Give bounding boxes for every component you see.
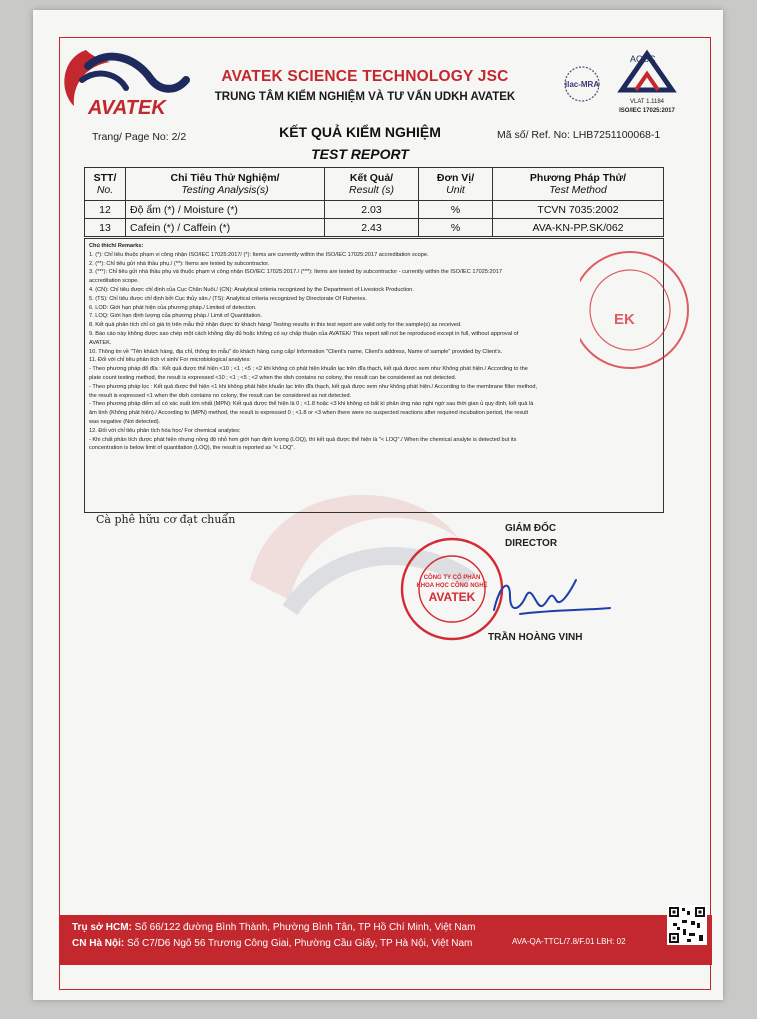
- svg-text:EK: EK: [614, 311, 635, 328]
- ilac-mra-mark: [556, 62, 608, 106]
- remark-line: - Theo phương pháp đếm số có xác suất lớn nhất (MPN): Kết quả được thể hiện là 0 ; <1.8 hoặc <3 khi không có bất kì phản ứng nào nghi ngờ sau thời gian ủ quy định, kết quả là: [89, 401, 534, 408]
- remark-line: AVATEK.: [89, 339, 112, 346]
- aosc-iso: ISO/IEC 17025:2017: [619, 108, 675, 114]
- header-unit: Đơn Vị/ Unit: [419, 168, 493, 201]
- report-title-en: TEST REPORT: [311, 146, 409, 162]
- remark-line: 9. Báo cáo này không được sao chép một cách không đầy đủ hoặc không có sự chấp thuận của AVATEK/ This report will not be reproduced except in full, without approval of: [89, 330, 519, 337]
- aosc-vlat: VLAT 1.1184: [629, 99, 665, 105]
- table-row: [85, 201, 664, 219]
- company-subtitle: TRUNG TÂM KIỂM NGHIỆM VÀ TƯ VẤN UDKH AVATEK: [214, 91, 516, 103]
- handwritten-product-note: Cà phê hữu cơ đạt chuẩn: [96, 513, 236, 526]
- form-code: AVA-QA-TTCL/7.8/F.01 LBH: 02: [512, 937, 626, 946]
- cell-method: AVA-KN-PP.SK/062: [493, 219, 664, 237]
- remark-line: plate count testing method, the result is expressed <10 ; <1 ; <5 ; <2 when the dish contains no colony, the result can be considered as not detected.: [89, 374, 457, 381]
- remark-line: 1. (*): Chỉ tiêu thuộc phạm vi công nhận ISO/IEC 17025:2017/ (*): Items are currently within the ISO/IEC 17025:2017 accreditation scope.: [89, 251, 429, 258]
- remark-line: was negative (Not detected).: [89, 418, 161, 425]
- remark-line: 11. Đối với chỉ tiêu phân tích vi sinh/ For microbiological analytes:: [89, 357, 251, 364]
- director-title-en: DIRECTOR: [505, 538, 558, 549]
- footer-hcm-address: Trụ sở HCM: Số 66/122 đường Bình Thành, Phường Bình Tân, TP Hồ Chí Minh, Việt Nam: [72, 922, 476, 933]
- ilac-label: ilac-MRA: [564, 80, 600, 89]
- reference-number: Mã số/ Ref. No: LHB7251100068-1: [497, 129, 661, 141]
- seal-center-text: AVATEK: [428, 590, 476, 604]
- cell-result: 2.03: [325, 201, 419, 219]
- remarks-title: Chú thích/ Remarks:: [89, 243, 144, 249]
- remark-line: - Theo phương pháp lọc : Kết quả được thể hiện <1 khi không phát hiện khuẩn lạc trên đĩa thạch, kết quả được xem như không phát hiện./ According to the membrane filter method,: [89, 383, 538, 390]
- remark-line: 6. LOD: Giới hạn phát hiện của phương pháp./ Limited of detection.: [89, 304, 257, 311]
- table-header-row: [85, 168, 664, 201]
- aosc-label: AOSC: [630, 54, 656, 64]
- cell-no: 12: [85, 201, 126, 219]
- aosc-accreditation-mark: [610, 48, 684, 118]
- avatek-logo: [52, 40, 192, 120]
- remarks-box: [84, 238, 664, 513]
- results-table: [84, 167, 664, 237]
- remark-line: 12. Đối với chỉ tiêu phân tích hóa học/ For chemical analytes:: [89, 427, 241, 434]
- cell-unit: %: [419, 201, 493, 219]
- remark-line: 10. Thông tin về "Tên khách hàng, địa chỉ, thông tin mẫu" do khách hàng cung cấp/ Information "Client's name, Client's address, Name of sample" provided by Client's.: [89, 348, 503, 355]
- partial-seal-stamp: [580, 240, 690, 380]
- remark-line: - Khi chất phân tích được phát hiện nhưng nồng độ nhỏ hơn giới hạn định lượng (LOQ), thì kết quả được thể hiện là "< LOQ"./ When the chemical analyte is detected but its: [89, 436, 517, 443]
- remark-line: 8. Kết quả phân tích chỉ có giá trị trên mẫu thử nhận được từ khách hàng/ Testing results in this test report are valid only for the sample(s) as received.: [89, 322, 462, 329]
- remark-line: âm tính (Không phát hiện)./ According to (MPN) method, the result is expressed 0 ; <1.8 or <3 when there were no suspected reactions after required incubation period, the result: [89, 410, 529, 417]
- remark-line: 7. LOQ: Giới hạn định lượng của phương pháp./ Limit of Quantitation.: [89, 313, 263, 320]
- remark-line: the result is expressed <1 when the dish contains no colony, the result can be considered as not detected.: [89, 392, 352, 399]
- seal-inner-line1: CÔNG TY CỔ PHẦN: [423, 575, 481, 581]
- seal-inner-line2: KHOA HỌC CÔNG NGHỆ: [416, 583, 488, 589]
- cell-no: 13: [85, 219, 126, 237]
- logo-text: AVATEK: [88, 97, 166, 119]
- remark-line: 2. (**): Chỉ tiêu gửi nhà thầu phụ./ (**): Items are tested by subcontractor.: [89, 260, 270, 267]
- remark-line: 3. (***): Chỉ tiêu gửi nhà thầu phụ và thuộc phạm vi công nhận ISO/IEC 17025:2017./ (***): Items are tested by subcontractor - currently within the ISO/IEC 17025:2017: [89, 269, 502, 276]
- remark-line: concentration is below limit of quantitation (LOQ), the result is reported as "< LOQ".: [89, 445, 295, 452]
- header-no: STT/ No.: [85, 168, 126, 201]
- header-analysis: Chỉ Tiêu Thử Nghiệm/ Testing Analysis(s): [126, 168, 325, 201]
- qr-code-icon: [667, 905, 707, 945]
- director-signature: [480, 570, 620, 630]
- cell-unit: %: [419, 219, 493, 237]
- page-number: Trang/ Page No: 2/2: [92, 131, 187, 143]
- cell-analysis: Cafein (*) / Caffein (*): [126, 219, 325, 237]
- company-name: AVATEK SCIENCE TECHNOLOGY JSC: [221, 68, 509, 85]
- remark-line: 5. (TS): Chỉ tiêu được chỉ định bởi Cục thủy sản./ (TS): Analytical criteria recognized by Directorate Of Fisheries.: [89, 295, 367, 302]
- cell-analysis: Độ ẩm (*) / Moisture (*): [126, 201, 325, 219]
- remark-line: - Theo phương pháp đổ đĩa : Kết quả được thể hiện <10 ; <1 ; <5 ; <2 khi không có phát hiện khuẩn lạc trên đĩa thạch, kết quả được xem như Không phát hiện./ According to the: [89, 366, 528, 373]
- cell-method: TCVN 7035:2002: [493, 201, 664, 219]
- remark-line: accreditation scope.: [89, 278, 139, 285]
- header-method: Phương Pháp Thử/ Test Method: [493, 168, 664, 201]
- remark-line: 4. (CN): Chỉ tiêu được chỉ định của Cục Chăn Nuôi./ (CN): Analytical criteria recognized by the Department of Livestock Production.: [89, 286, 414, 293]
- header-result: Kết Quả/ Result (s): [325, 168, 419, 201]
- cell-result: 2.43: [325, 219, 419, 237]
- table-row: [85, 219, 664, 237]
- footer-hn-address: CN Hà Nội: Số C7/D6 Ngõ 56 Trương Công Giai, Phường Cầu Giấy, TP Hà Nội, Việt Nam: [72, 938, 473, 949]
- report-title-vn: KẾT QUẢ KIỂM NGHIỆM: [279, 124, 441, 140]
- director-title: [505, 521, 557, 551]
- director-name: TRẦN HOÀNG VINH: [488, 632, 583, 643]
- director-title-vn: GIÁM ĐỐC: [505, 523, 557, 534]
